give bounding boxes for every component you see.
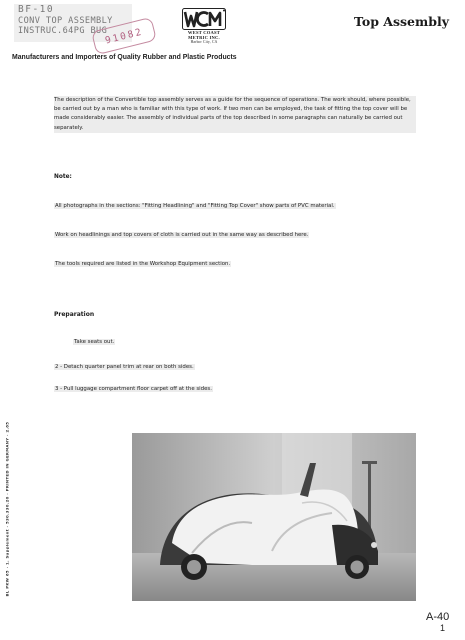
intro-paragraph: The description of the Convertible top assembly serves as a guide for the sequence of operations. The work should, where possible, be carried out by a man who is familiar with this type of work. If two men can be employed, the task of fitting the top cover will be made considerably easier. The assembly of individual parts of the top described in some paragraphs can naturally be carried out separately.	[54, 96, 416, 133]
page-title: Top Assembly	[353, 14, 449, 29]
logo-location: Harbor City, CA	[190, 40, 218, 44]
note-label: Note:	[54, 174, 72, 180]
label-line-3: INSTRUC.64PG BUG	[18, 26, 108, 36]
logo-mark-graphic	[182, 8, 226, 30]
convertible-car-photo	[132, 433, 416, 601]
step-3: 3 - Pull luggage compartment floor carpet off at the sides.	[55, 386, 212, 392]
label-line-1: BF-10	[18, 4, 55, 15]
side-print-line: BL PKW 65 · 1. Supplement · 530.330.20 · PRINTED IN GERMANY · 2.65	[4, 421, 10, 597]
page-number: 1	[440, 623, 446, 633]
note-line-2: Work on headlinings and top covers of cloth is carried out in the same way as described here.	[55, 232, 309, 238]
wcm-logo-icon	[180, 8, 228, 56]
preparation-heading: Preparation	[54, 311, 95, 318]
step-1: Take seats out.	[74, 339, 115, 345]
label-line-2: CONV TOP ASSEMBLY	[18, 15, 113, 26]
note-line-1: All photographs in the sections: "Fitting Headlining" and "Fitting Top Cover" show parts of PVC material.	[55, 203, 335, 209]
page-reference: A-40	[426, 611, 450, 623]
note-line-3: The tools required are listed in the Workshop Equipment section.	[55, 261, 231, 267]
logo-company-line-2: METRIC INC.	[188, 35, 220, 40]
step-2: 2 - Detach quarter panel trim at rear on both sides.	[55, 364, 194, 370]
manufacturers-line: Manufacturers and Importers of Quality Rubber and Plastic Products	[12, 52, 237, 61]
stamp-text: 91082	[103, 25, 145, 47]
logo-company-line-1: WEST COAST	[187, 30, 221, 35]
